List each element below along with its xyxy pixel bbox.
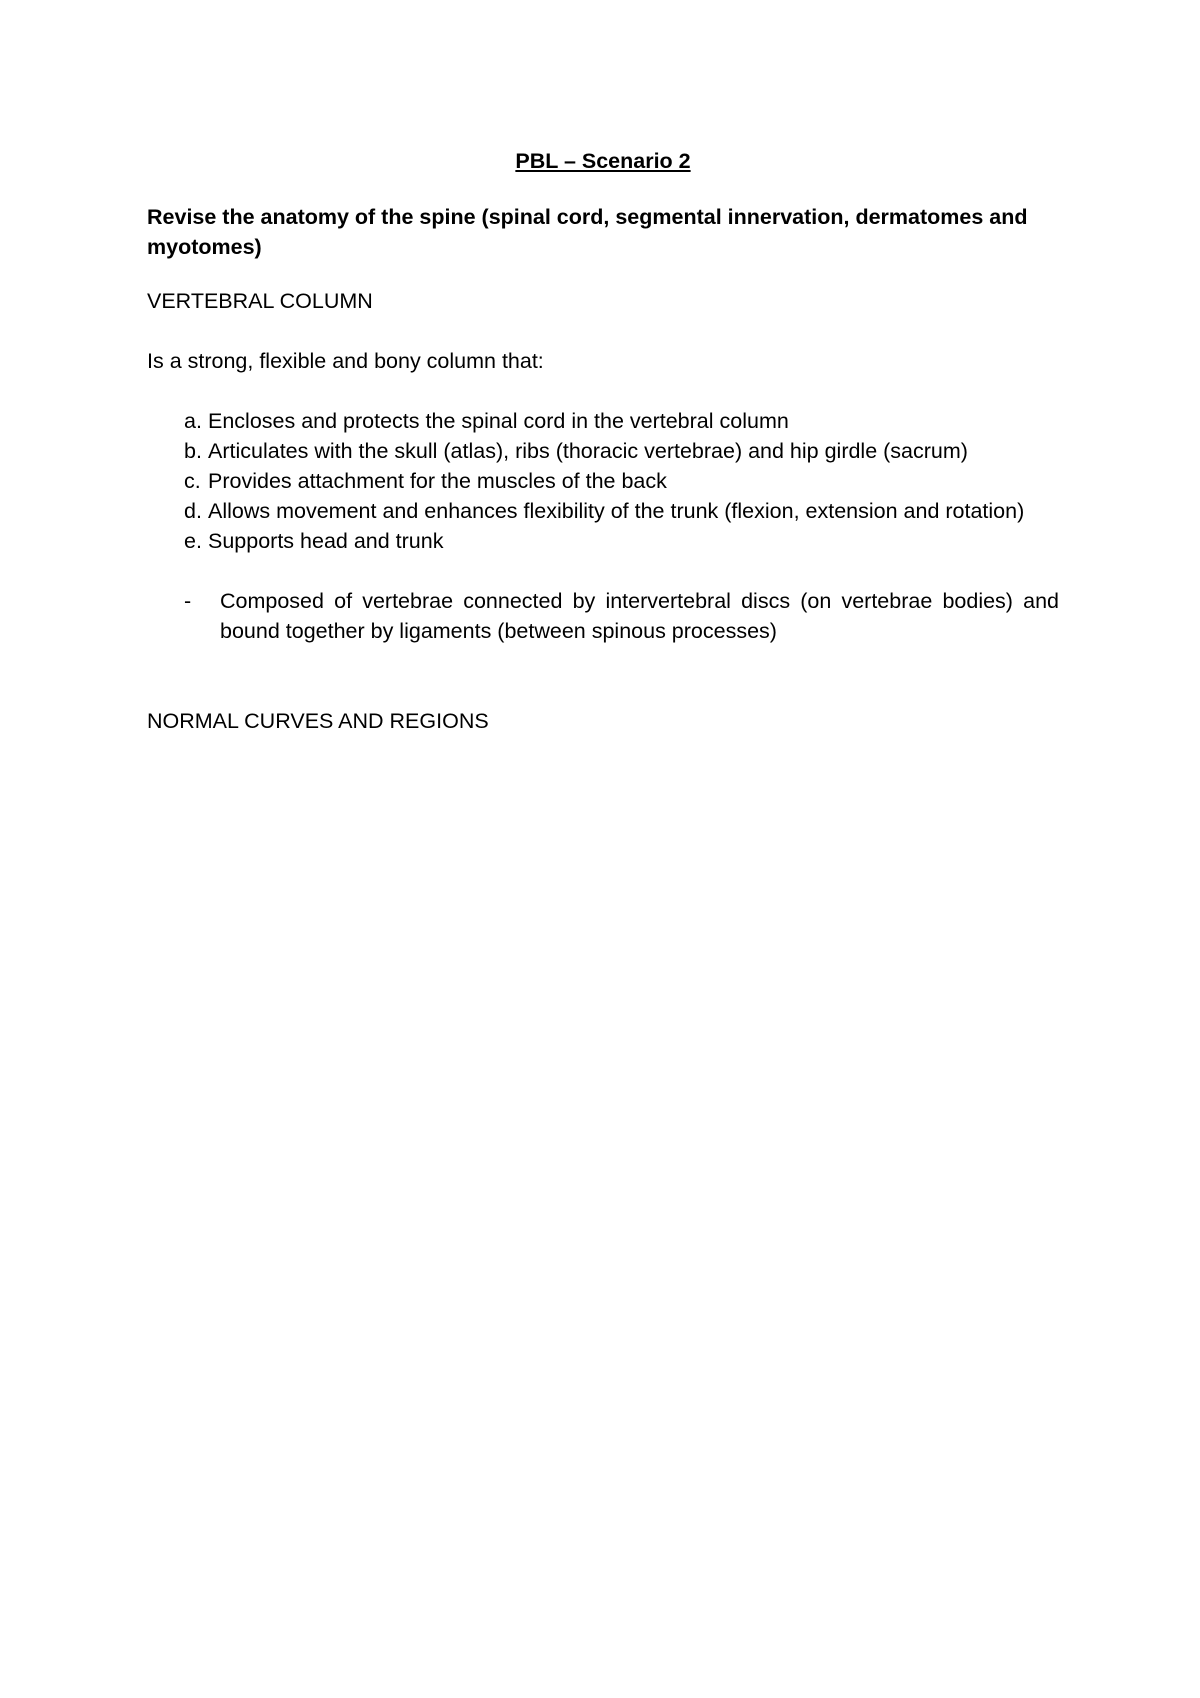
list-item-text: Allows movement and enhances flexibility of the trunk (flexion, extension and rotation) xyxy=(208,499,1025,523)
list-marker: d. xyxy=(184,499,202,523)
spacer xyxy=(147,556,1059,586)
document-title: PBL – Scenario 2 xyxy=(515,149,691,173)
list-item xyxy=(184,466,1059,496)
list-marker: e. xyxy=(184,529,202,553)
list-item xyxy=(184,406,1059,436)
list-marker: c. xyxy=(184,469,201,493)
dash-marker: - xyxy=(184,589,192,613)
functions-list xyxy=(147,406,1059,556)
list-marker: b. xyxy=(184,439,202,463)
section-heading-normal-curves: NORMAL CURVES AND REGIONS xyxy=(147,709,489,733)
section-heading-vertebral-column: VERTEBRAL COLUMN xyxy=(147,289,373,313)
intro-text: Is a strong, flexible and bony column that: xyxy=(147,349,544,373)
list-item xyxy=(184,496,1059,526)
list-item-text: Composed of vertebrae connected by intervertebral discs (on vertebrae bodies) and bound together by ligaments (between spinous processes) xyxy=(220,589,1059,643)
list-item xyxy=(184,436,1059,466)
list-item-text: Provides attachment for the muscles of the back xyxy=(208,469,667,493)
list-item-text: Articulates with the skull (atlas), ribs (thoracic vertebrae) and hip girdle (sacrum) xyxy=(208,439,968,463)
list-item xyxy=(184,586,1059,646)
composition-list xyxy=(147,586,1059,646)
document-body xyxy=(147,146,1059,736)
list-item-text: Encloses and protects the spinal cord in the vertebral column xyxy=(208,409,789,433)
learning-objective: Revise the anatomy of the spine (spinal cord, segmental innervation, dermatomes and myotomes) xyxy=(147,205,1028,259)
list-item-text: Supports head and trunk xyxy=(208,529,444,553)
list-marker: a. xyxy=(184,409,202,433)
list-item xyxy=(184,526,1059,556)
